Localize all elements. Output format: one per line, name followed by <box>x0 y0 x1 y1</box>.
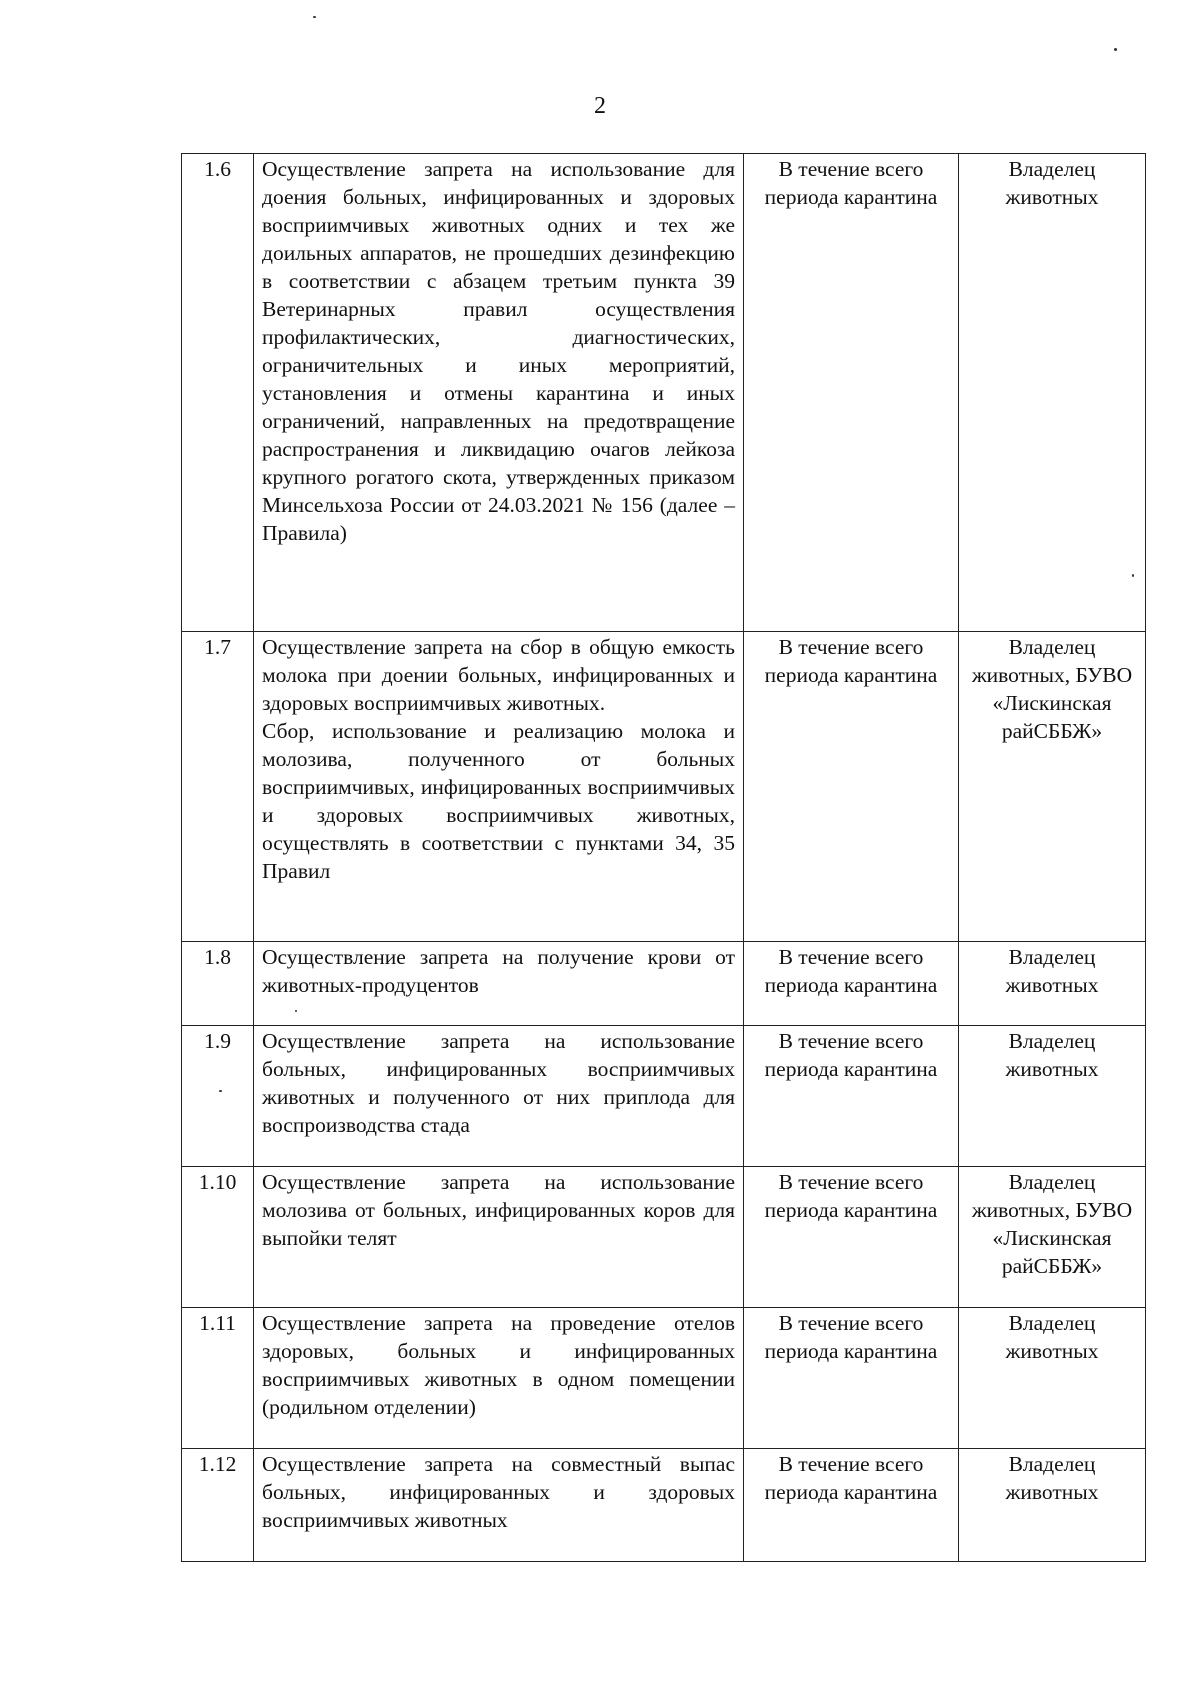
term-text: В течение всего периода карантина <box>744 1449 959 1562</box>
term-text: В течение всего периода карантина <box>744 1167 959 1308</box>
table-row <box>182 942 1146 1026</box>
table-row <box>182 1167 1146 1308</box>
table-row <box>182 632 1146 942</box>
measure-text: Осуществление запрета на использование для доения больных, инфицированных и здоровых восприимчивых животных одних и тех же доильных аппаратов, не прошедших дезинфекцию в соответствии с абзацем третьим пункта 39 Ветеринарных правил осуществления профилактических, диагностических, ограничительных и иных мероприятий, установления и отмены карантина и иных ограничений, направленных на предотвращение распространения и ликвидацию очагов лейкоза крупного рогатого скота, утвержденных приказом Минсельхоза России от 24.03.2021 № 156 (далее – Правила) <box>254 154 744 632</box>
table-row <box>182 154 1146 632</box>
responsible-text: Владелец животных, БУВО «Лискинская райСББЖ» <box>959 632 1146 942</box>
measure-text-extra: Сбор, использование и реализацию молока и молозива, полученного от больных восприимчивых, инфицированных восприимчивых и здоровых восприимчивых животных, осуществлять в соответствии с пунктами 34, 35 Правил <box>262 719 735 883</box>
row-number: 1.10 <box>182 1167 254 1308</box>
scan-speck <box>219 1090 222 1092</box>
page-number: 2 <box>594 93 606 119</box>
measure-text: Осуществление запрета на использование молозива от больных, инфицированных коров для выпойки телят <box>254 1167 744 1308</box>
measure-text: Осуществление запрета на проведение отелов здоровых, больных и инфицированных восприимчивых животных в одном помещении (родильном отделении) <box>254 1308 744 1449</box>
responsible-text: Владелец животных <box>959 1449 1146 1562</box>
scan-speck <box>313 16 316 18</box>
row-number: 1.12 <box>182 1449 254 1562</box>
responsible-text: Владелец животных <box>959 1026 1146 1167</box>
term-text: В течение всего периода карантина <box>744 154 959 632</box>
measure-text: Осуществление запрета на совместный выпас больных, инфицированных и здоровых восприимчивых животных <box>254 1449 744 1562</box>
responsible-text: Владелец животных, БУВО «Лискинская райСББЖ» <box>959 1167 1146 1308</box>
row-number: 1.9 <box>182 1026 254 1167</box>
scan-speck <box>295 1010 297 1012</box>
measures-table <box>181 153 1146 1562</box>
measure-cell <box>254 632 744 942</box>
table-row <box>182 1026 1146 1167</box>
row-number: 1.8 <box>182 942 254 1026</box>
term-text: В течение всего периода карантина <box>744 1308 959 1449</box>
table-row <box>182 1308 1146 1449</box>
table-row <box>182 1449 1146 1562</box>
row-number: 1.7 <box>182 632 254 942</box>
scan-speck <box>1114 48 1117 51</box>
measure-text: Осуществление запрета на использование больных, инфицированных восприимчивых животных и полученного от них приплода для воспроизводства стада <box>254 1026 744 1167</box>
responsible-text: Владелец животных <box>959 942 1146 1026</box>
term-text: В течение всего периода карантина <box>744 942 959 1026</box>
term-text: В течение всего периода карантина <box>744 632 959 942</box>
row-number: 1.6 <box>182 154 254 632</box>
measure-text: Осуществление запрета на сбор в общую емкость молока при доении больных, инфицированных и здоровых восприимчивых животных. <box>262 635 735 715</box>
measure-text: Осуществление запрета на получение крови от животных-продуцентов <box>254 942 744 1026</box>
responsible-text: Владелец животных <box>959 154 1146 632</box>
term-text: В течение всего периода карантина <box>744 1026 959 1167</box>
row-number: 1.11 <box>182 1308 254 1449</box>
responsible-text: Владелец животных <box>959 1308 1146 1449</box>
scan-speck <box>1132 574 1134 577</box>
